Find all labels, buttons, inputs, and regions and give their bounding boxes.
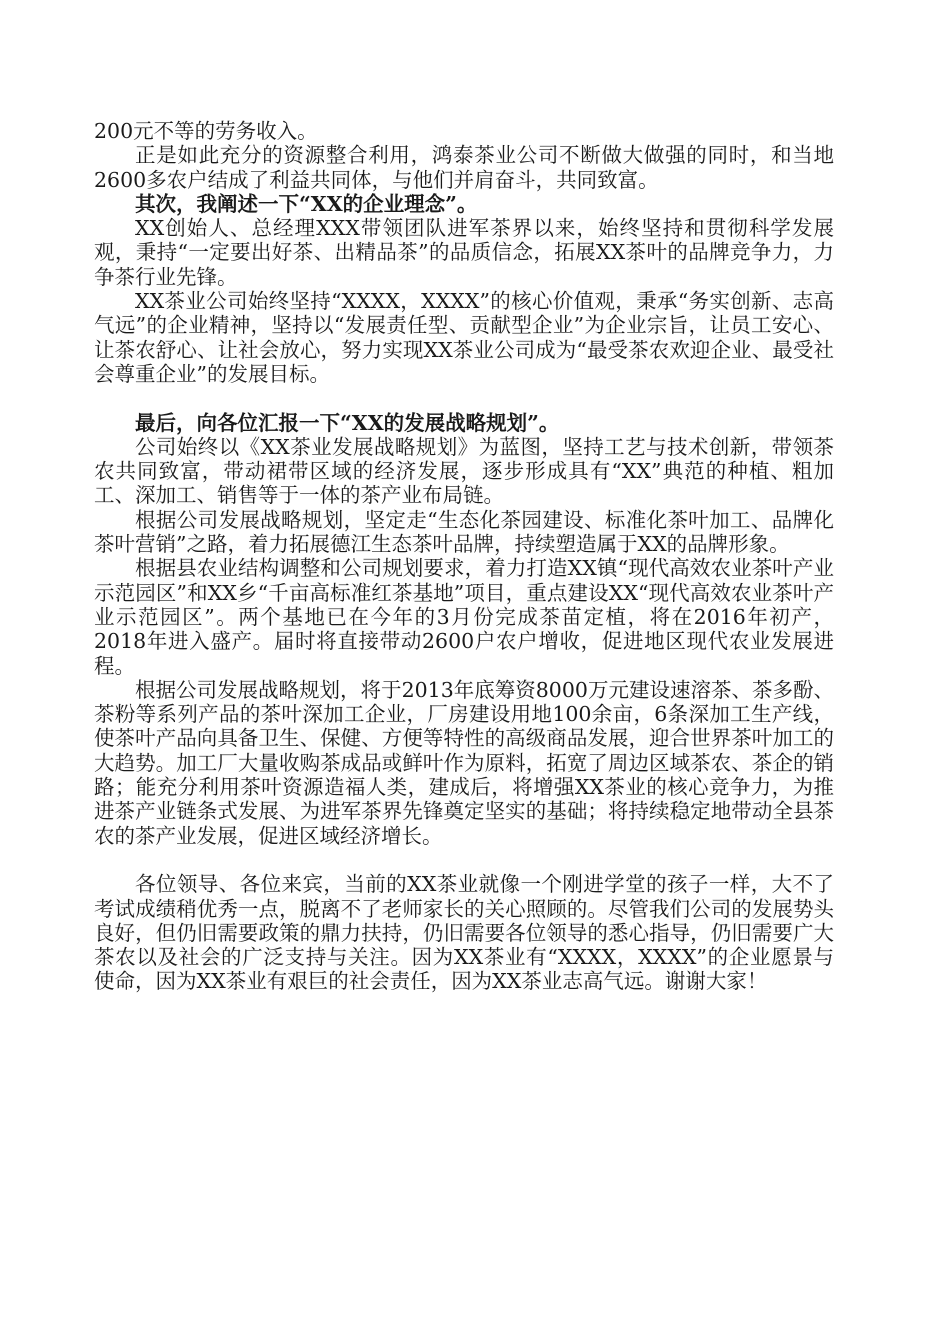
paragraph-resource-integration: 正是如此充分的资源整合利用，鸿泰茶业公司不断做大做强的同时，和当地2600多农户结成了利益共同体，与他们并肩奋斗，共同致富。 — [94, 143, 834, 192]
paragraph-demonstration-park: 根据县农业结构调整和公司规划要求，着力打造XX镇“现代高效农业茶叶产业示范园区”和XX乡“千亩高标准红茶基地”项目，重点建设XX“现代高效农业茶叶产业示范园区”。两个基地已在今年的3月份完成茶苗定植，将在2016年初产，2018年进入盛产。届时将直接带动2600户农户增收，促进地区现代农业发展进程。 — [94, 556, 834, 678]
paragraph-closing: 各位领导、各位来宾，当前的XX茶业就像一个刚进学堂的孩子一样，大不了考试成绩稍优秀一点，脱离不了老师家长的关心照顾的。尽管我们公司的发展势头良好，但仍旧需要政策的鼎力扶持，仍旧需要各位领导的悉心指导，仍旧需要广大茶农以及社会的广泛支持与关注。因为XX茶业有“XXXX，XXXX”的企业愿景与使命，因为XX茶业有艰巨的社会责任，因为XX茶业志高气远。谢谢大家！ — [94, 872, 834, 994]
paragraph-continuation: 200元不等的劳务收入。 — [94, 119, 318, 143]
paragraph-brand-building: 根据公司发展战略规划，坚定走“生态化茶园建设、标准化茶叶加工、品牌化茶叶营销”之路，着力拓展德江生态茶叶品牌，持续塑造属于XX的品牌形象。 — [94, 507, 834, 557]
section-heading-enterprise-philosophy: 其次，我阐述一下“XX的企业理念”。 — [135, 191, 478, 216]
paragraph-core-values: XX茶业公司始终坚持“XXXX，XXXX”的核心价值观，秉承“务实创新、志高气远”的企业精神，坚持以“发展责任型、贡献型企业”为企业宗旨，让员工安心、让茶农舒心、让社会放心，努力实现XX茶业公司成为“最受茶农欢迎企业、最受社会尊重企业”的发展目标。 — [94, 289, 834, 386]
paragraph-founder: XX创始人、总经理XXX带领团队进军茶界以来，始终坚持和贯彻科学发展观，秉持“一定要出好茶、出精品茶”的品质信念，拓展XX茶叶的品牌竞争力，力争茶行业先锋。 — [94, 216, 834, 289]
paragraph-spacer — [94, 386, 834, 410]
section-heading-strategy: 最后，向各位汇报一下“XX的发展战略规划”。 — [135, 410, 560, 435]
document-page — [94, 119, 834, 994]
paragraph-spacer — [94, 848, 834, 872]
paragraph-deep-processing: 根据公司发展战略规划，将于2013年底筹资8000万元建设速溶茶、茶多酚、茶粉等系列产品的茶叶深加工企业，厂房建设用地100余亩，6条深加工生产线，使茶叶产品向具备卫生、保健、方便等特性的高级商品发展，迎合世界茶叶加工的大趋势。加工厂大量收购茶成品或鲜叶作为原料，拓宽了周边区域茶农、茶企的销路；能充分利用茶叶资源造福人类，建成后，将增强XX茶业的核心竞争力，为推进茶产业链条式发展、为进军茶界先锋奠定坚实的基础；将持续稳定地带动全县茶农的茶产业发展，促进区域经济增长。 — [94, 677, 834, 848]
paragraph-strategy-blueprint: 公司始终以《XX茶业发展战略规划》为蓝图，坚持工艺与技术创新，带领茶农共同致富，带动裙带区域的经济发展，逐步形成具有“XX”典范的种植、粗加工、深加工、销售等于一体的茶产业布局链。 — [94, 434, 834, 508]
